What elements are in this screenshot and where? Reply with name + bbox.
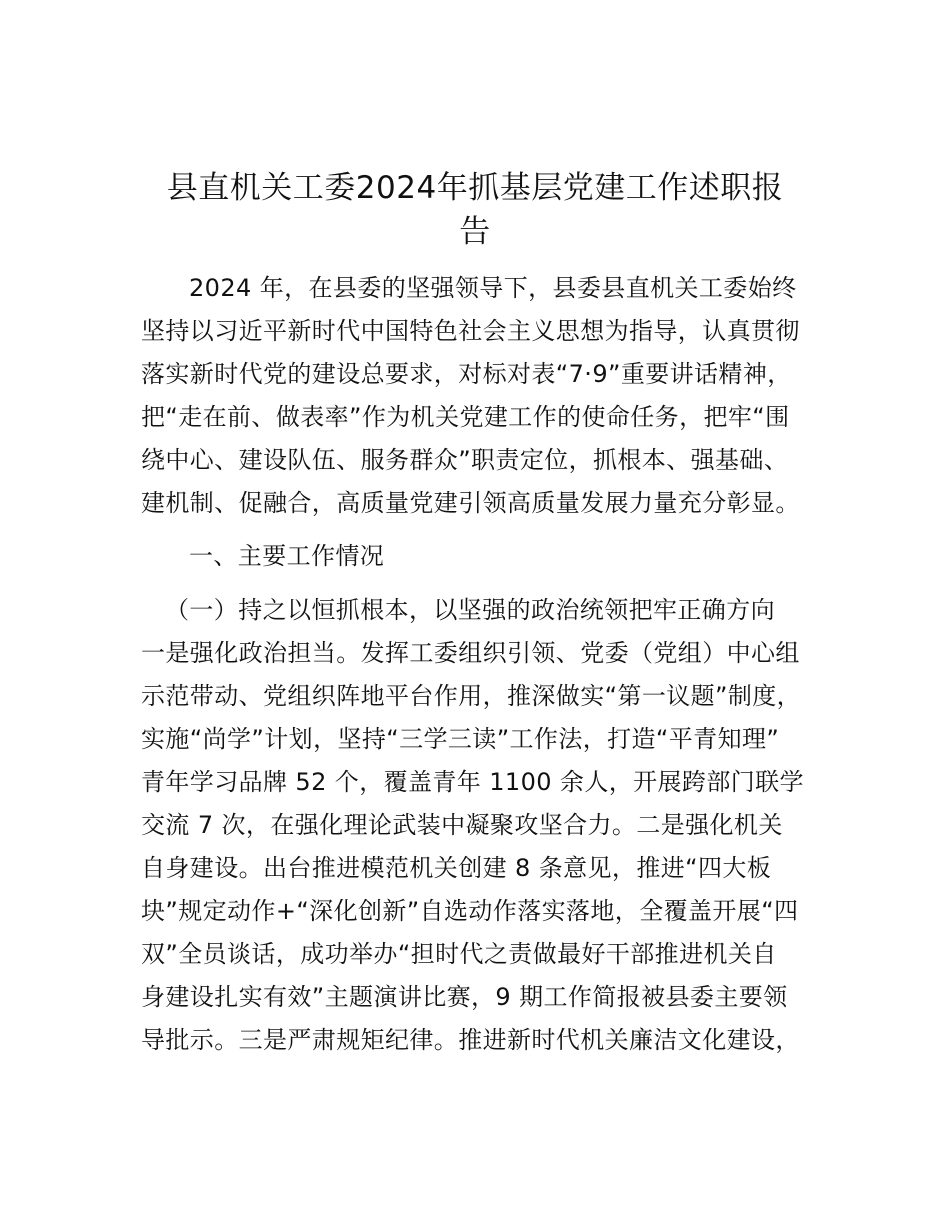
body-paragraph-line: 示范带动、党组织阵地平台作用，推深做实“第一议题”制度， xyxy=(141,682,802,710)
body-paragraph-line: 导批示。三是严肃规矩纪律。推进新时代机关廉洁文化建设， xyxy=(141,1026,800,1054)
body-paragraph-line: 双”全员谈话，成功举办“担时代之责做最好干部推进机关自 xyxy=(141,940,777,968)
body-paragraph-line: 一是强化政治担当。发挥工委组织引领、党委（党组）中心组 xyxy=(141,639,800,667)
body-paragraph-line: 交流 7 次，在强化理论武装中凝聚攻坚合力。二是强化机关 xyxy=(141,811,783,839)
body-paragraph-line: 块”规定动作+“深化创新”自选动作落实落地，全覆盖开展“四 xyxy=(141,897,799,925)
document-title-line-2: 告 xyxy=(459,214,491,250)
intro-paragraph-line: 落实新时代党的建设总要求，对标对表“7·9”重要讲话精神， xyxy=(141,360,792,388)
intro-paragraph-line: 把“走在前、做表率”作为机关党建工作的使命任务，把牢“围 xyxy=(141,403,790,431)
intro-paragraph-line: 坚持以习近平新时代中国特色社会主义思想为指导，认真贯彻 xyxy=(141,317,800,345)
intro-paragraph-line: 绕中心、建设队伍、服务群众”职责定位，抓根本、强基础、 xyxy=(141,446,789,474)
section-heading: 一、主要工作情况 xyxy=(189,542,385,570)
body-paragraph-line: 实施“尚学”计划，坚持“三学三读”工作法，打造“平青知理” xyxy=(141,725,780,753)
body-paragraph-line: 自身建设。出台推进模范机关创建 8 条意见，推进“四大板 xyxy=(141,854,772,882)
body-paragraph-line: 青年学习品牌 52 个，覆盖青年 1100 余人，开展跨部门联学 xyxy=(141,768,804,796)
body-paragraph-line: 身建设扎实有效”主题演讲比赛，9 期工作简报被县委主要领 xyxy=(141,983,788,1011)
intro-paragraph-line: 建机制、促融合，高质量党建引领高质量发展力量充分彰显。 xyxy=(141,489,800,517)
subsection-heading: （一）持之以恒抓根本，以坚强的政治统领把牢正确方向 xyxy=(165,596,775,624)
document-title-line-1: 县直机关工委2024年抓基层党建工作述职报 xyxy=(166,170,784,206)
intro-paragraph-line: 2024 年，在县委的坚强领导下，县委县直机关工委始终 xyxy=(189,274,797,302)
